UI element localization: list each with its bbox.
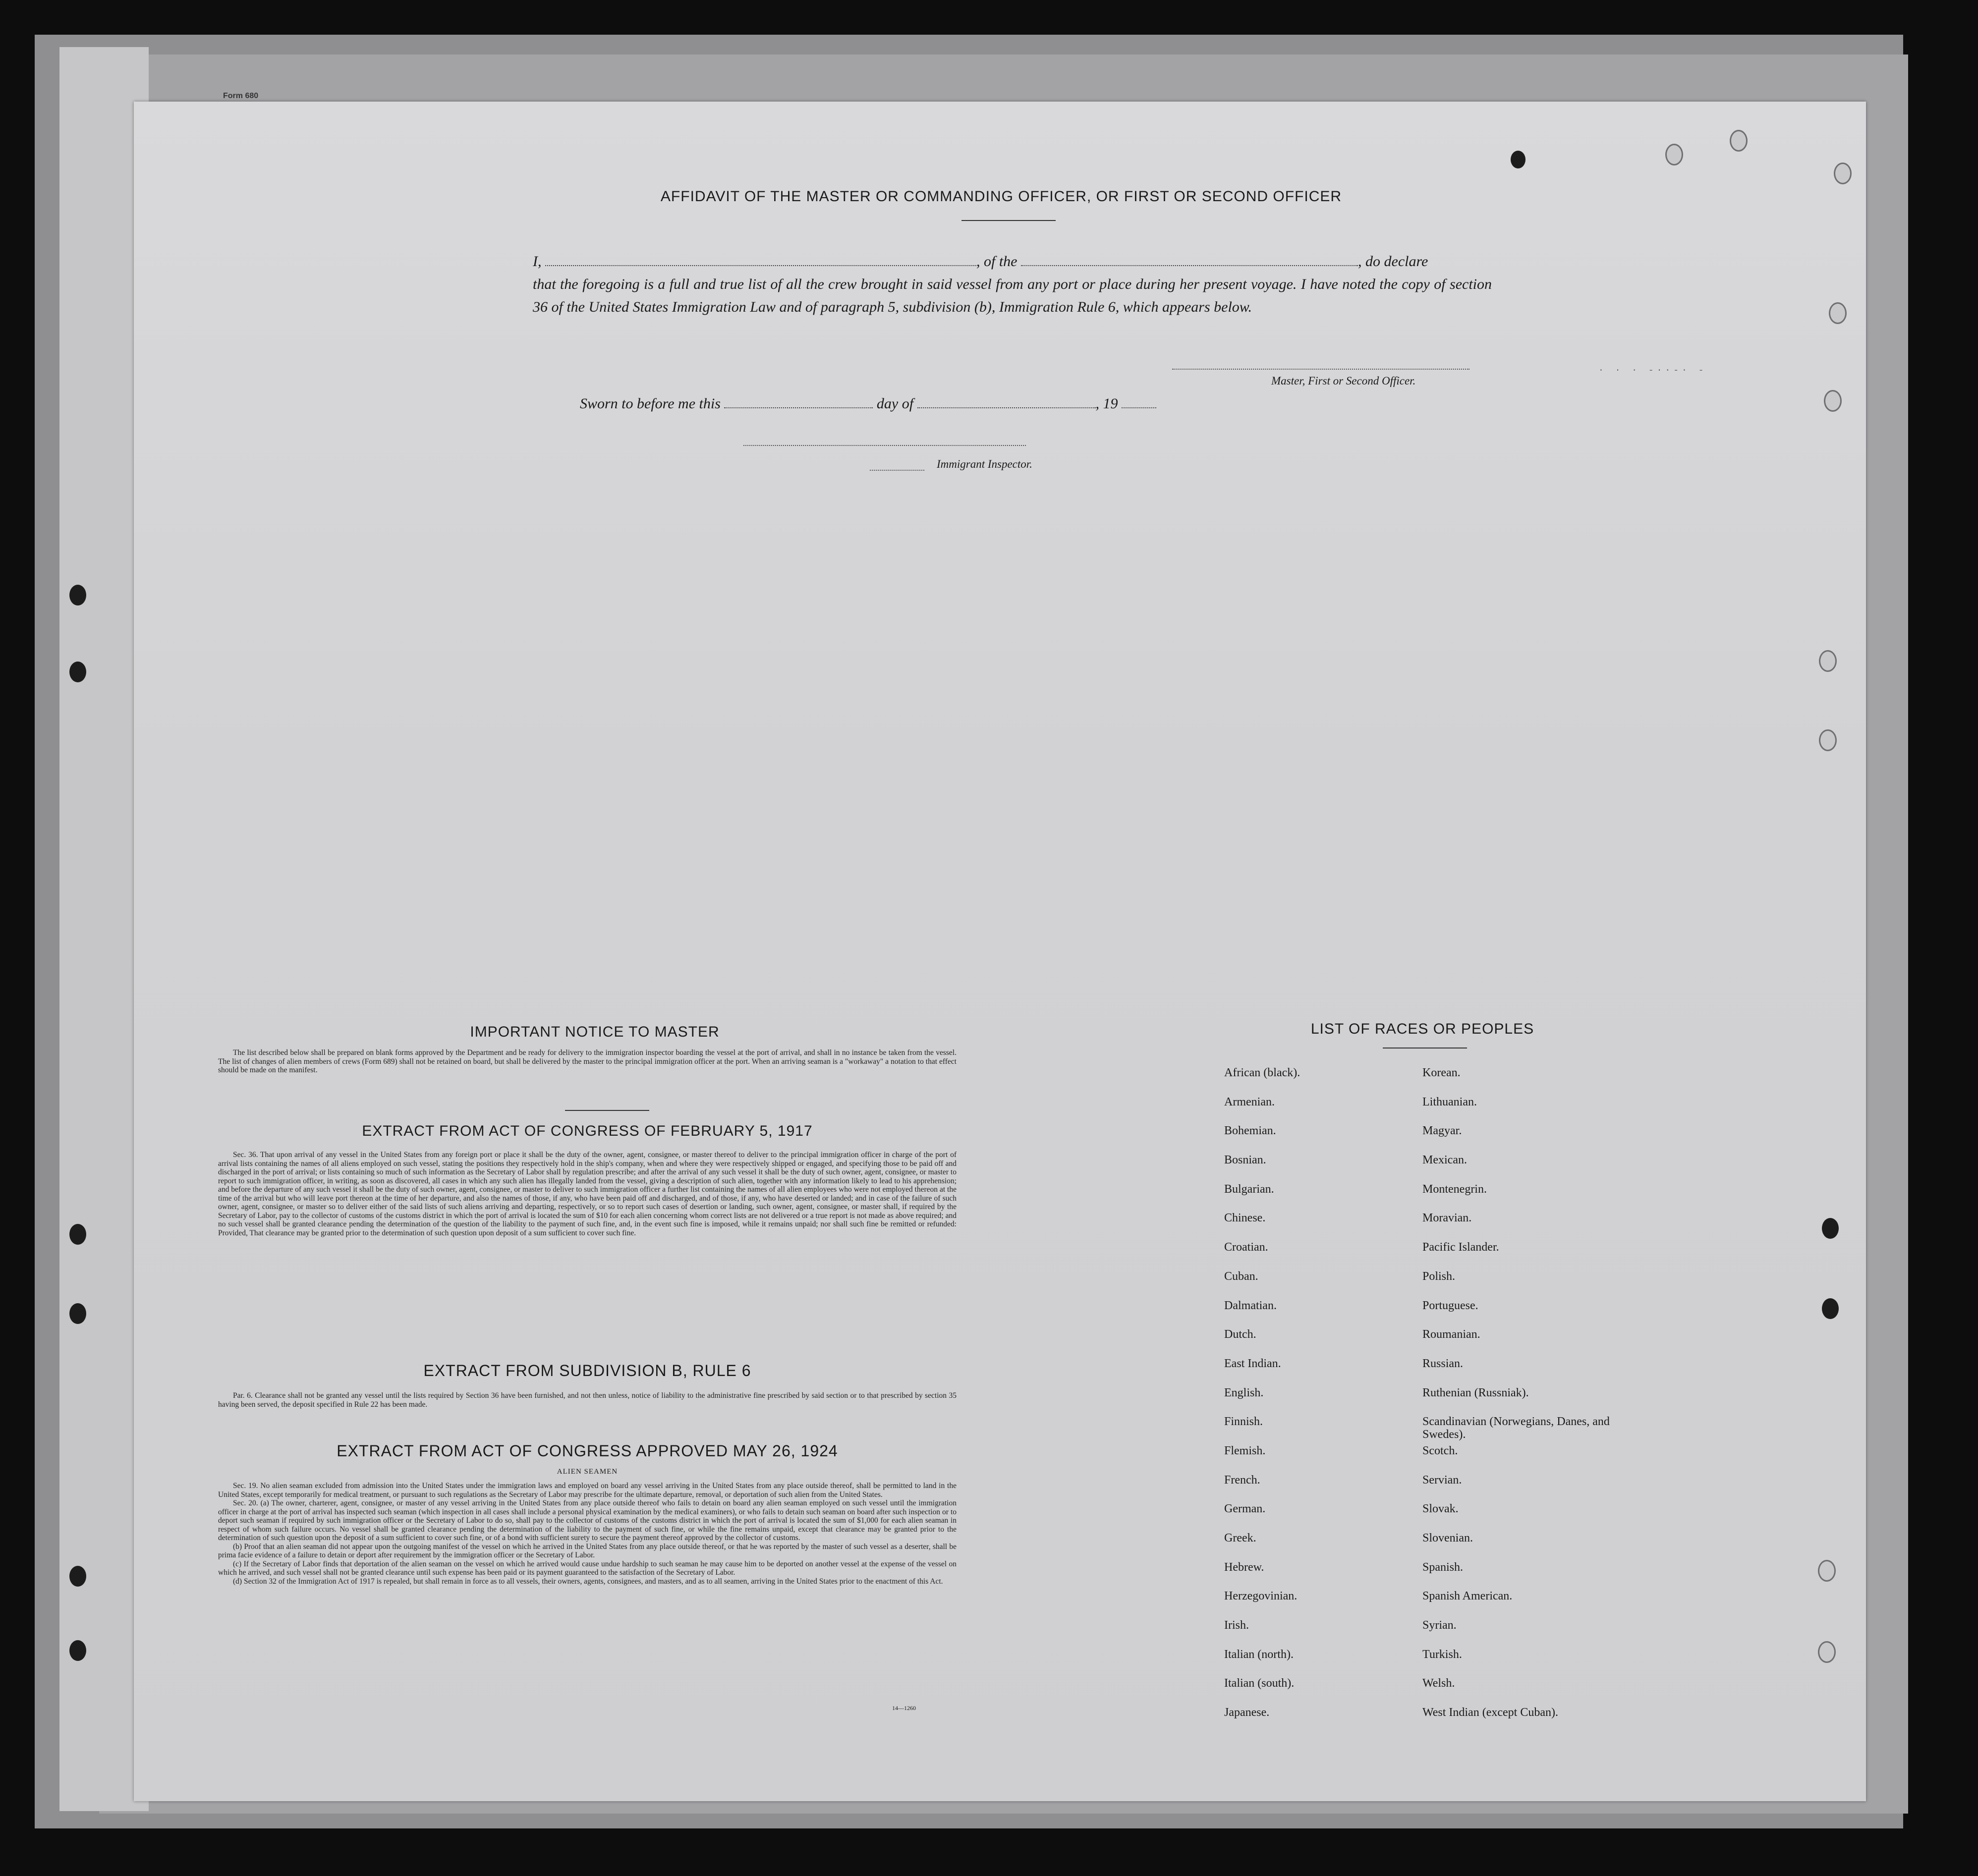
punch-hole: [1665, 144, 1683, 166]
sworn-year-label: , 19: [1095, 395, 1118, 412]
race-item: Dalmatian.: [1224, 1299, 1277, 1312]
race-item: Montenegrin.: [1422, 1182, 1487, 1196]
punch-hole: [1824, 390, 1842, 412]
signature-caption: Master, First or Second Officer.: [1271, 375, 1416, 387]
race-item: Servian.: [1422, 1473, 1462, 1487]
notice-paragraph: The list described below shall be prepared on blank forms approved by the Department and be ready for delivery to the immigration inspector boarding the vessel at the port of arrival, and shall in no instance be taken from the vessel. The list of changes of alien members of crews (Form 689) shall not be retained on board, but shall be delivered by the master to the principal immigration officer at the port. When an arriving seaman is a "workaway" a notation to that effect should be made on the manifest.: [218, 1048, 957, 1074]
alien-seamen-subtitle: ALIEN SEAMEN: [557, 1468, 618, 1476]
punch-hole: [1730, 130, 1748, 152]
affidavit-i: I,: [533, 253, 542, 270]
section-20c-paragraph: (c) If the Secretary of Labor finds that deportation of the alien seaman on the vessel on which he arrived would cause undue hardship to such seaman he may cause him to be deported on another vessel at the expense of the vessel on which he arrived, and such vessel shall not be granted clearance until such expense has been paid or its payment guaranteed to the satisfaction of the Secretary of Labor.: [218, 1559, 957, 1577]
affidavit-title: AFFIDAVIT OF THE MASTER OR COMMANDING OFFICER, OR FIRST OR SECOND OFFICER: [660, 188, 1342, 205]
section-20d-paragraph: (d) Section 32 of the Immigration Act of 1917 is repealed, but shall remain in force as to all vessels, their owners, agents, consignees, and masters, and as to all seamen, arriving in the United States prior to the enactment of this Act.: [233, 1577, 943, 1586]
race-item: Spanish.: [1422, 1560, 1464, 1574]
race-item: Scandinavian (Norwegians, Danes, and Swedes).: [1422, 1415, 1610, 1441]
race-item: Scotch.: [1422, 1444, 1458, 1457]
race-item: Dutch.: [1224, 1328, 1256, 1341]
extract-1917-body: [218, 1151, 957, 1237]
punch-hole: [1818, 1641, 1836, 1663]
extract-rule6-body: [218, 1391, 957, 1409]
punch-hole: [1819, 729, 1837, 751]
race-item: Armenian.: [1224, 1095, 1275, 1108]
race-item: Bohemian.: [1224, 1124, 1276, 1138]
race-item: Russian.: [1422, 1357, 1464, 1370]
affidavit-of-the: , of the: [976, 253, 1017, 270]
race-item: Korean.: [1422, 1066, 1461, 1079]
race-item: Italian (south).: [1224, 1677, 1295, 1690]
sworn-date-field[interactable]: [724, 396, 873, 408]
print-code: 14—1260: [892, 1705, 916, 1711]
race-item: Bulgarian.: [1224, 1182, 1274, 1196]
race-item: Bosnian.: [1224, 1154, 1266, 1167]
form-stamp: Form 680: [223, 92, 259, 100]
race-item: Moravian.: [1422, 1212, 1472, 1225]
section-20a-paragraph: Sec. 20. (a) The owner, charterer, agent, consignee, or master of any vessel arriving in the United States from any place outside thereof who fails to detain on board any alien seaman employed on such vessel until the immigration officer in charge at the port of arrival has inspected such seaman (which inspection in all cases shall include a personal physical examination by the medical examiners), or who fails to detain such seaman on board after such inspection or to deport such seaman if required by such immigration officer or the Secretary of Labor to do so, shall pay to the collector of customs of the customs district in which the port of arrival is located the sum of $1,000 for each alien seaman in respect of whom such failure occurs. No vessel shall be granted clearance pending the determination of the liability to the payment of such fine, or while the fine remains unpaid, except that clearance may be granted prior to the determination of such question upon the deposit of a sum sufficient to cover such fine, or of a bond with sufficient surety to secure the payment thereof approved by the collector of customs.: [218, 1499, 957, 1542]
race-item: Turkish.: [1422, 1648, 1462, 1661]
inspector-signature-field[interactable]: [743, 445, 1026, 446]
punch-hole: [69, 585, 86, 606]
races-right-column: [1422, 1066, 1631, 1735]
race-item: English.: [1224, 1386, 1264, 1399]
section-36-paragraph: Sec. 36. That upon arrival of any vessel in the United States from any foreign port or place it shall be the duty of the owner, agent, consignee, or master thereof to deliver to the principal immigration officer in charge of the port of arrival lists containing the names of all aliens employed on such vessel, stating the positions they respectively hold in the ship's company, when and where they were respectively shipped or engaged, and specifying those to be paid off and discharged in the port of arrival; or lists containing so much of such information as the Secretary of Labor shall by regulation prescribe; and after the arrival of any such vessel it shall be the duty of such owner, agent, consignee, or master to report to such immigration officer, in writing, as soon as discovered, all cases in which any such alien has illegally landed from the vessel, giving a description of such alien, together with any information likely to lead to his apprehension; and before the departure of any such vessel it shall be the duty of such owner, agent, consignee, or master to deliver to such immigration officer a further list containing the names of all alien employees who were not employed thereon at the time of the arrival but who will leave port thereon at the time of her departure, and also the names of those, if any, who have been paid off and discharged, and of those, if any, who have deserted or landed; and in case of the failure of such owner, agent, consignee, or master so to deliver either of the said lists of such aliens arriving and departing, respectively, or so to report such cases of desertion or landing, such owner, agent, consignee, or master shall, if required by the Secretary of Labor, pay to the collector of customs of the customs district in which the port of arrival is located the sum of $10 for each alien concerning whom correct lists are not delivered or a true report is not made as above required; and no such vessel shall be granted clearance pending the determination of the question of the liability to the payment of such fine, and, in the event such fine is imposed, while it remains unpaid; nor shall such fine be remitted or refunded: Provided, That clearance may be granted prior to the determination of such question upon deposit of a sum sufficient to cover such fine.: [218, 1151, 957, 1237]
sworn-prefix: Sworn to before me this: [580, 395, 721, 412]
punch-hole: [1511, 151, 1526, 168]
paragraph-6: Par. 6. Clearance shall not be granted any vessel until the lists required by Section 36 have been furnished, and not then unless, notice of liability to the administrative fine prescribed by said section or to that prescribed by section 35 having been served, the deposit specified in Rule 22 has been made.: [218, 1391, 957, 1409]
race-item: Slovak.: [1422, 1502, 1459, 1516]
race-item: Flemish.: [1224, 1444, 1266, 1457]
race-item: Cuban.: [1224, 1269, 1258, 1283]
vessel-name-field[interactable]: [1021, 254, 1358, 266]
race-item: West Indian (except Cuban).: [1422, 1706, 1558, 1719]
race-item: German.: [1224, 1502, 1266, 1516]
inspector-signature-extension: [870, 470, 924, 471]
race-item: Irish.: [1224, 1619, 1249, 1632]
punch-hole: [69, 1640, 86, 1661]
race-item: Spanish American.: [1422, 1590, 1513, 1603]
race-item: Hebrew.: [1224, 1560, 1264, 1574]
race-item: Roumanian.: [1422, 1328, 1480, 1341]
punch-hole: [69, 1224, 86, 1245]
punch-hole: [1818, 1560, 1836, 1582]
master-name-field[interactable]: [545, 254, 976, 266]
race-item: Italian (north).: [1224, 1648, 1294, 1661]
section-20b-paragraph: (b) Proof that an alien seaman did not appear upon the outgoing manifest of the vessel on which he arrived in the United States from any place outside thereof, or that he was reported by the master of such vessel as a deserter, shall be prima facie evidence of a failure to detain or deport after requirement by the immigration officer or the Secretary of Labor.: [218, 1542, 957, 1559]
affidavit-declare: , do declare: [1358, 253, 1428, 270]
races-left-column: [1224, 1066, 1432, 1735]
race-item: Portuguese.: [1422, 1299, 1478, 1312]
race-item: Welsh.: [1422, 1677, 1455, 1690]
sworn-month-field[interactable]: [917, 396, 1096, 408]
punch-hole: [1829, 302, 1847, 324]
race-item: African (black).: [1224, 1066, 1300, 1079]
sworn-line: [580, 395, 1156, 412]
punch-hole: [1819, 650, 1837, 672]
extract-1917-title: EXTRACT FROM ACT OF CONGRESS OF FEBRUARY 5, 1917: [362, 1123, 813, 1139]
divider: [961, 220, 1056, 221]
race-item: Polish.: [1422, 1269, 1456, 1283]
typed-marks: · · · -··-· -: [1598, 366, 1707, 376]
race-item: Greek.: [1224, 1532, 1256, 1545]
race-item: Slovenian.: [1422, 1532, 1473, 1545]
notice-title: IMPORTANT NOTICE TO MASTER: [470, 1024, 720, 1040]
sworn-year-field[interactable]: [1122, 396, 1156, 408]
race-item: Ruthenian (Russniak).: [1422, 1386, 1529, 1399]
punch-hole: [1822, 1218, 1839, 1239]
punch-hole: [1834, 163, 1852, 184]
affidavit-declaration: [533, 250, 1492, 319]
extract-1924-body: [218, 1482, 957, 1586]
punch-hole: [69, 1566, 86, 1587]
race-item: Herzegovinian.: [1224, 1590, 1298, 1603]
race-item: Finnish.: [1224, 1415, 1263, 1429]
declaration-text: that the foregoing is a full and true list of all the crew brought in said vessel from any port or place during her present voyage. I have noted the copy of section 36 of the United States Immigration Law and of paragraph 5, subdivision (b), Immigration Rule 6, which appears below.: [533, 276, 1492, 315]
master-signature-field[interactable]: [1172, 369, 1469, 370]
race-item: Mexican.: [1422, 1154, 1467, 1167]
extract-1924-title: EXTRACT FROM ACT OF CONGRESS APPROVED MAY 26, 1924: [337, 1442, 838, 1460]
section-19-paragraph: Sec. 19. No alien seaman excluded from admission into the United States under the immigration laws and employed on board any vessel arriving in the United States from any place outside thereof, shall be permitted to land in the United States, except temporarily for medical treatment, or pursuant to such regulations as the Secretary of Labor may prescribe for the ultimate departure, removal, or deportation of such alien from the United States.: [218, 1482, 957, 1499]
divider: [565, 1110, 649, 1111]
race-item: Croatian.: [1224, 1241, 1268, 1254]
race-item: Lithuanian.: [1422, 1095, 1477, 1108]
race-item: French.: [1224, 1473, 1260, 1487]
inspector-caption: Immigrant Inspector.: [937, 458, 1032, 470]
punch-hole: [69, 662, 86, 682]
race-item: Chinese.: [1224, 1212, 1266, 1225]
race-item: East Indian.: [1224, 1357, 1281, 1370]
race-item: Japanese.: [1224, 1706, 1270, 1719]
sworn-day-label: day of: [876, 395, 914, 412]
punch-hole: [1822, 1298, 1839, 1319]
notice-body: [218, 1048, 957, 1075]
punch-hole: [69, 1303, 86, 1324]
extract-rule6-title: EXTRACT FROM SUBDIVISION B, RULE 6: [423, 1362, 751, 1379]
race-item: Magyar.: [1422, 1124, 1462, 1138]
race-item: Syrian.: [1422, 1619, 1457, 1632]
races-title: LIST OF RACES OR PEOPLES: [1310, 1021, 1534, 1037]
race-item: Pacific Islander.: [1422, 1241, 1499, 1254]
